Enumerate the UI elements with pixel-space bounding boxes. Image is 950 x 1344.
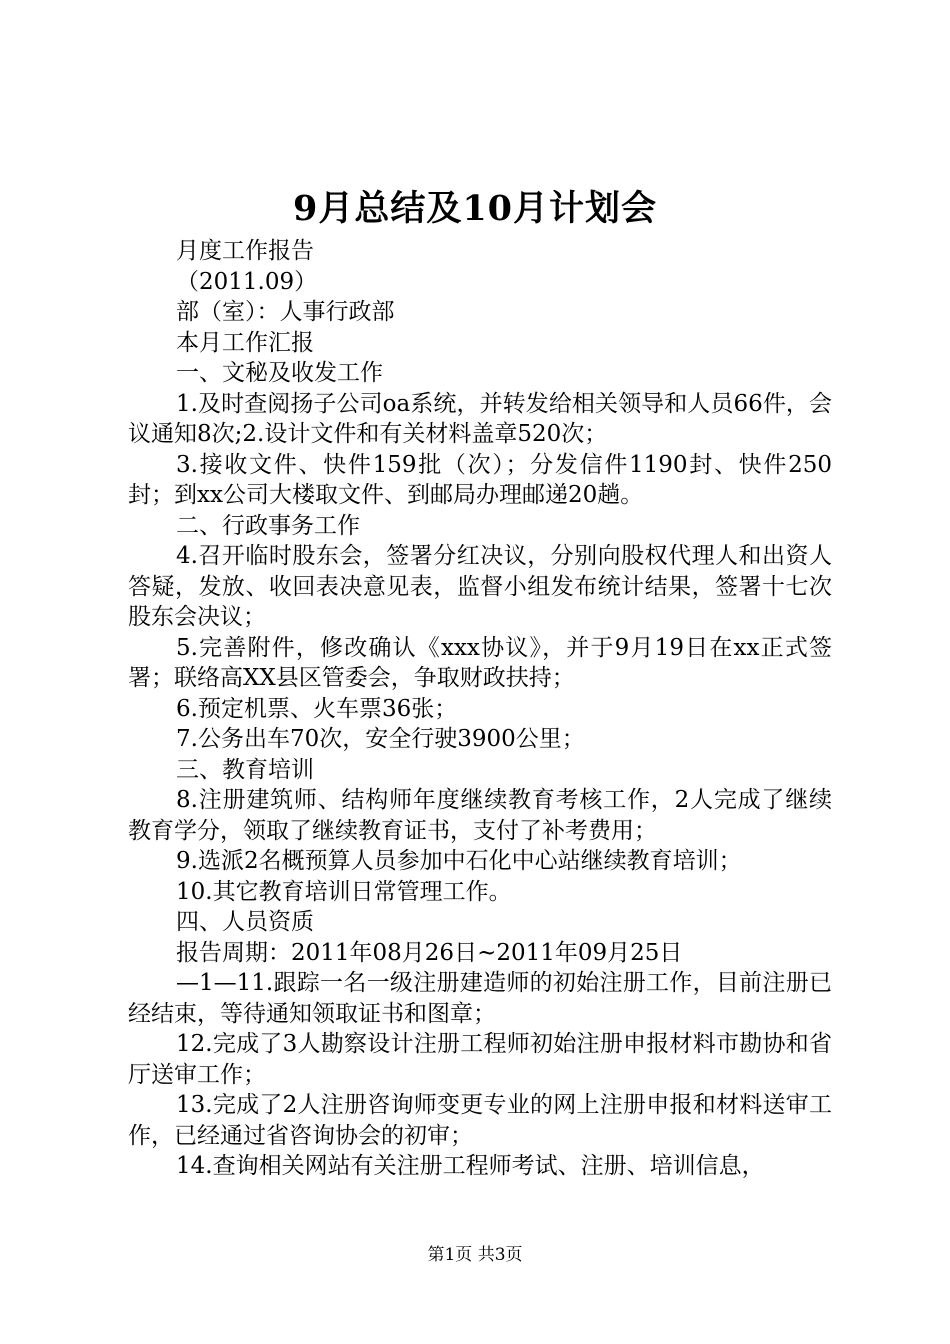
document-title: 9月总结及10月计划会 xyxy=(292,188,658,229)
paragraph: 月度工作报告 xyxy=(176,238,314,264)
paragraph: 14.查询相关网站有关注册工程师考试、注册、培训信息， xyxy=(176,1153,765,1179)
section-heading: 一、文秘及收发工作 xyxy=(176,360,383,386)
paragraph: 报告周期：2011年08月26日~2011年09月25日 xyxy=(176,939,683,966)
section-heading: 二、行政事务工作 xyxy=(176,512,360,539)
section-heading: 三、教育培训 xyxy=(176,756,314,783)
page-footer: 第1页 共3页 xyxy=(427,1245,523,1265)
paragraph: 部（室）：人事行政部 xyxy=(176,299,395,325)
paragraph: （2011.09） xyxy=(176,268,318,295)
paragraph: 5.完善附件，修改确认《xxx协议》，并于9月19日在xx正式签署；联络高XX县区管委会，争取财政扶持； xyxy=(128,634,832,691)
paragraph: 3.接收文件、快件159批（次）；分发信件1190封、快件250封；到xx公司大楼取文件、到邮局办理邮递20趟。 xyxy=(128,451,832,508)
paragraph: 10.其它教育培训日常管理工作。 xyxy=(176,878,512,905)
paragraph: 7.公务出车70次，安全行驶3900公里； xyxy=(176,726,585,752)
paragraph: 13.完成了2人注册咨询师变更专业的网上注册申报和材料送审工作，已经通过省咨询协会的初审； xyxy=(128,1092,832,1149)
document-body xyxy=(128,236,832,1182)
paragraph: 8.注册建筑师、结构师年度继续教育考核工作，2人完成了继续教育学分，领取了继续教育证书，支付了补考费用； xyxy=(128,787,832,844)
paragraph: 12.完成了3人勘察设计注册工程师初始注册申报材料市勘协和省厅送审工作； xyxy=(128,1031,832,1088)
paragraph: 1.及时查阅扬子公司oa系统，并转发给相关领导和人员66件，会议通知8次;2.设计文件和有关材料盖章520次； xyxy=(128,390,832,447)
paragraph: 本月工作汇报 xyxy=(176,329,314,356)
section-heading: 四、人员资质 xyxy=(176,909,314,935)
paragraph: 4.召开临时股东会，签署分红决议，分别向股权代理人和出资人答疑，发放、收回表决意见表，监督小组发布统计结果，签署十七次股东会决议； xyxy=(128,543,832,630)
paragraph: —1—11.跟踪一名一级注册建造师的初始注册工作，目前注册已经结束，等待通知领取证书和图章； xyxy=(128,970,832,1027)
paragraph: 6.预定机票、火车票36张； xyxy=(176,695,458,722)
paragraph: 9.选派2名概预算人员参加中石化中心站继续教育培训； xyxy=(176,848,742,874)
